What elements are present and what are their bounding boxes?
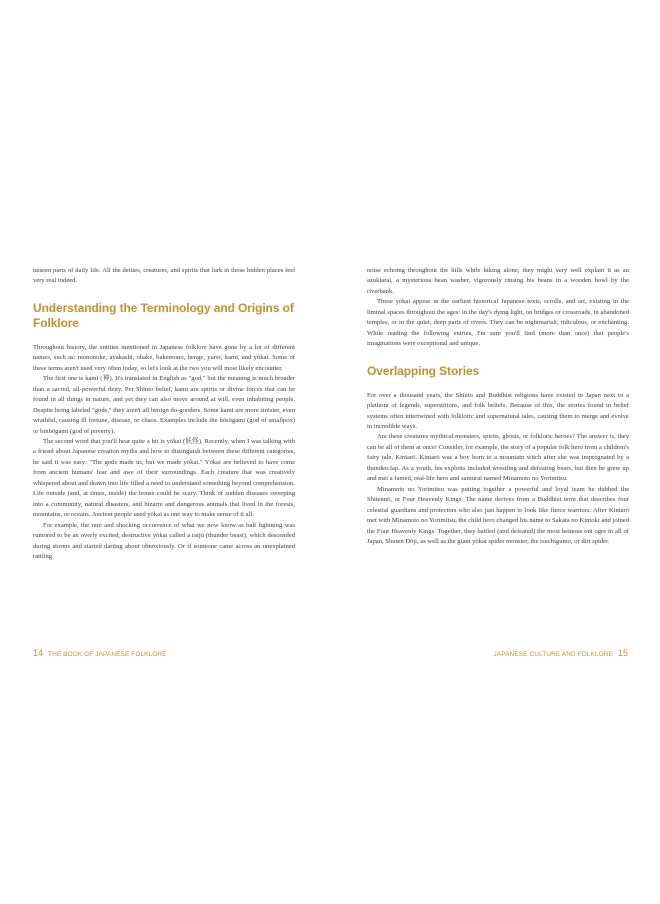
left-page bbox=[33, 266, 295, 562]
left-paragraph-1: Throughout history, the entities mentioned in Japanese folklore have gone by a lot of different names, such as: mononoke, ayakashi, obake, bakemono, henge, yurei, kami, and yōkai. Some of these terms aren't used very often today, so let's look at the two you will most likely encounter. bbox=[33, 343, 295, 372]
right-running-title: JAPANESE CULTURE AND FOLKLORE bbox=[493, 651, 613, 658]
left-paragraph-2: The first one is kami (神). It's translated in English as "god," but the meaning is much broader than a sacred, all-powerful deity. Per Shinto belief, kami are spirits or divine forces that can be found in all things in nature, and yet they can also move around at will, even inhabiting people. Despite being labeled "gods," they aren't all benign do-gooders. Some kami are more sinister, even wrathful, causing ill fortune, disease, or chaos. Examples include the hōsōgami (god of smallpox) or binbōgami (god of poverty). bbox=[33, 375, 295, 435]
right-paragraph-3: Minamoto no Yorimitsu was putting together a powerful and loyal team he dubbed the Shitennō, or Four Heavenly Kings. The name derives from a Buddhist term that describes four celestial guardians and protectors who also just happen to look like fierce warriors. After Kintarō met with Minamoto no Yorimitsu, the child hero changed his name to Sakata no Kintoki and joined the Four Heavenly Kings. Together, they battled (and defeated) the most heinous oni ogre in all of Japan, Shuten Dōji, as well as the giant yōkai spider monster, the tsuchigumo, or dirt spider. bbox=[367, 485, 629, 545]
right-intro-paragraph-2: These yōkai appear in the earliest historical Japanese texts, scrolls, and art, existing in the liminal spaces throughout the ages: in the day's dying light, on bridges or crossroads, in abandoned temples, or in the quiet, deep parts of rivers. They can be nightmarish, ridiculous, or enchanting. While reading the following entries, I'm sure you'll find (more than once) that people's imaginations were exceptional and unique. bbox=[367, 298, 629, 348]
left-paragraph-4: For example, the rare and shocking occurrence of what we now know as ball lightning was rumored to be an overly excited, destructive yōkai called a raijū (thunder beast), which descended during storms and started darting about obnoxiously. Or if someone came across an unexplained rattling bbox=[33, 521, 295, 560]
right-footer bbox=[493, 648, 628, 658]
right-paragraph-2: Are these creatures mythical monsters, spirits, ghosts, or folkloric heroes? The answer is, they can be all of them at once! Consider, for example, the story of a popular folk hero from a children's fairy tale, Kintarō. Kintarō was a boy born to a mountain witch after she was impregnated by a thunderclap. As a youth, his exploits included wrestling and defeating bears, but then he grew up and met a famed, real-life hero and samurai named Minamoto no Yorimitsu. bbox=[367, 433, 629, 483]
left-running-title: THE BOOK OF JAPANESE FOLKLORE bbox=[48, 651, 167, 658]
left-page-number: 14 bbox=[33, 648, 44, 658]
left-intro-paragraph: unseen parts of daily life. All the deities, creatures, and spirits that lurk in those hidden places feel very real indeed. bbox=[33, 267, 295, 285]
right-page bbox=[367, 266, 629, 547]
right-intro-paragraph: noise echoing throughout the hills while hiking alone, they might very well explain it as an azukiarai, a mysterious bean washer, vigorously rinsing his beans in a wooden bowl by the riverbank. bbox=[367, 267, 629, 295]
left-footer bbox=[33, 648, 167, 658]
left-section-heading: Understanding the Terminology and Origins of Folklore bbox=[33, 300, 294, 330]
right-page-number: 15 bbox=[617, 648, 628, 658]
right-paragraph-1: For over a thousand years, the Shinto and Buddhist religions have existed in Japan next to a plethora of legends, superstitions, and folk beliefs. Because of this, the stories found in belief systems often intertwined with folkloric and supernatural tales, causing them to merge and evolve in incredible ways. bbox=[367, 391, 629, 430]
left-paragraph-3: The second word that you'll hear quite a bit is yōkai (妖怪). Recently, when I was talking with a friend about Japanese creation myths and how to distinguish between these different categories, he said it was easy: "The gods made us, but we made yōkai." Yōkai are believed to have come from ancient humans' fear and awe of their surroundings. Each creature that was creatively whispered about and drawn into life filled a need to understand something beyond comprehension. Life outside (and, at times, inside) the house could be scary. Think of sudden diseases sweeping into a community, natural disasters, and bizarre and dangerous animals that lived in the forests, mountains, or oceans. Ancient people used yōkai as one way to make sense of it all. bbox=[33, 437, 295, 519]
right-section-heading: Overlapping Stories bbox=[367, 363, 480, 378]
